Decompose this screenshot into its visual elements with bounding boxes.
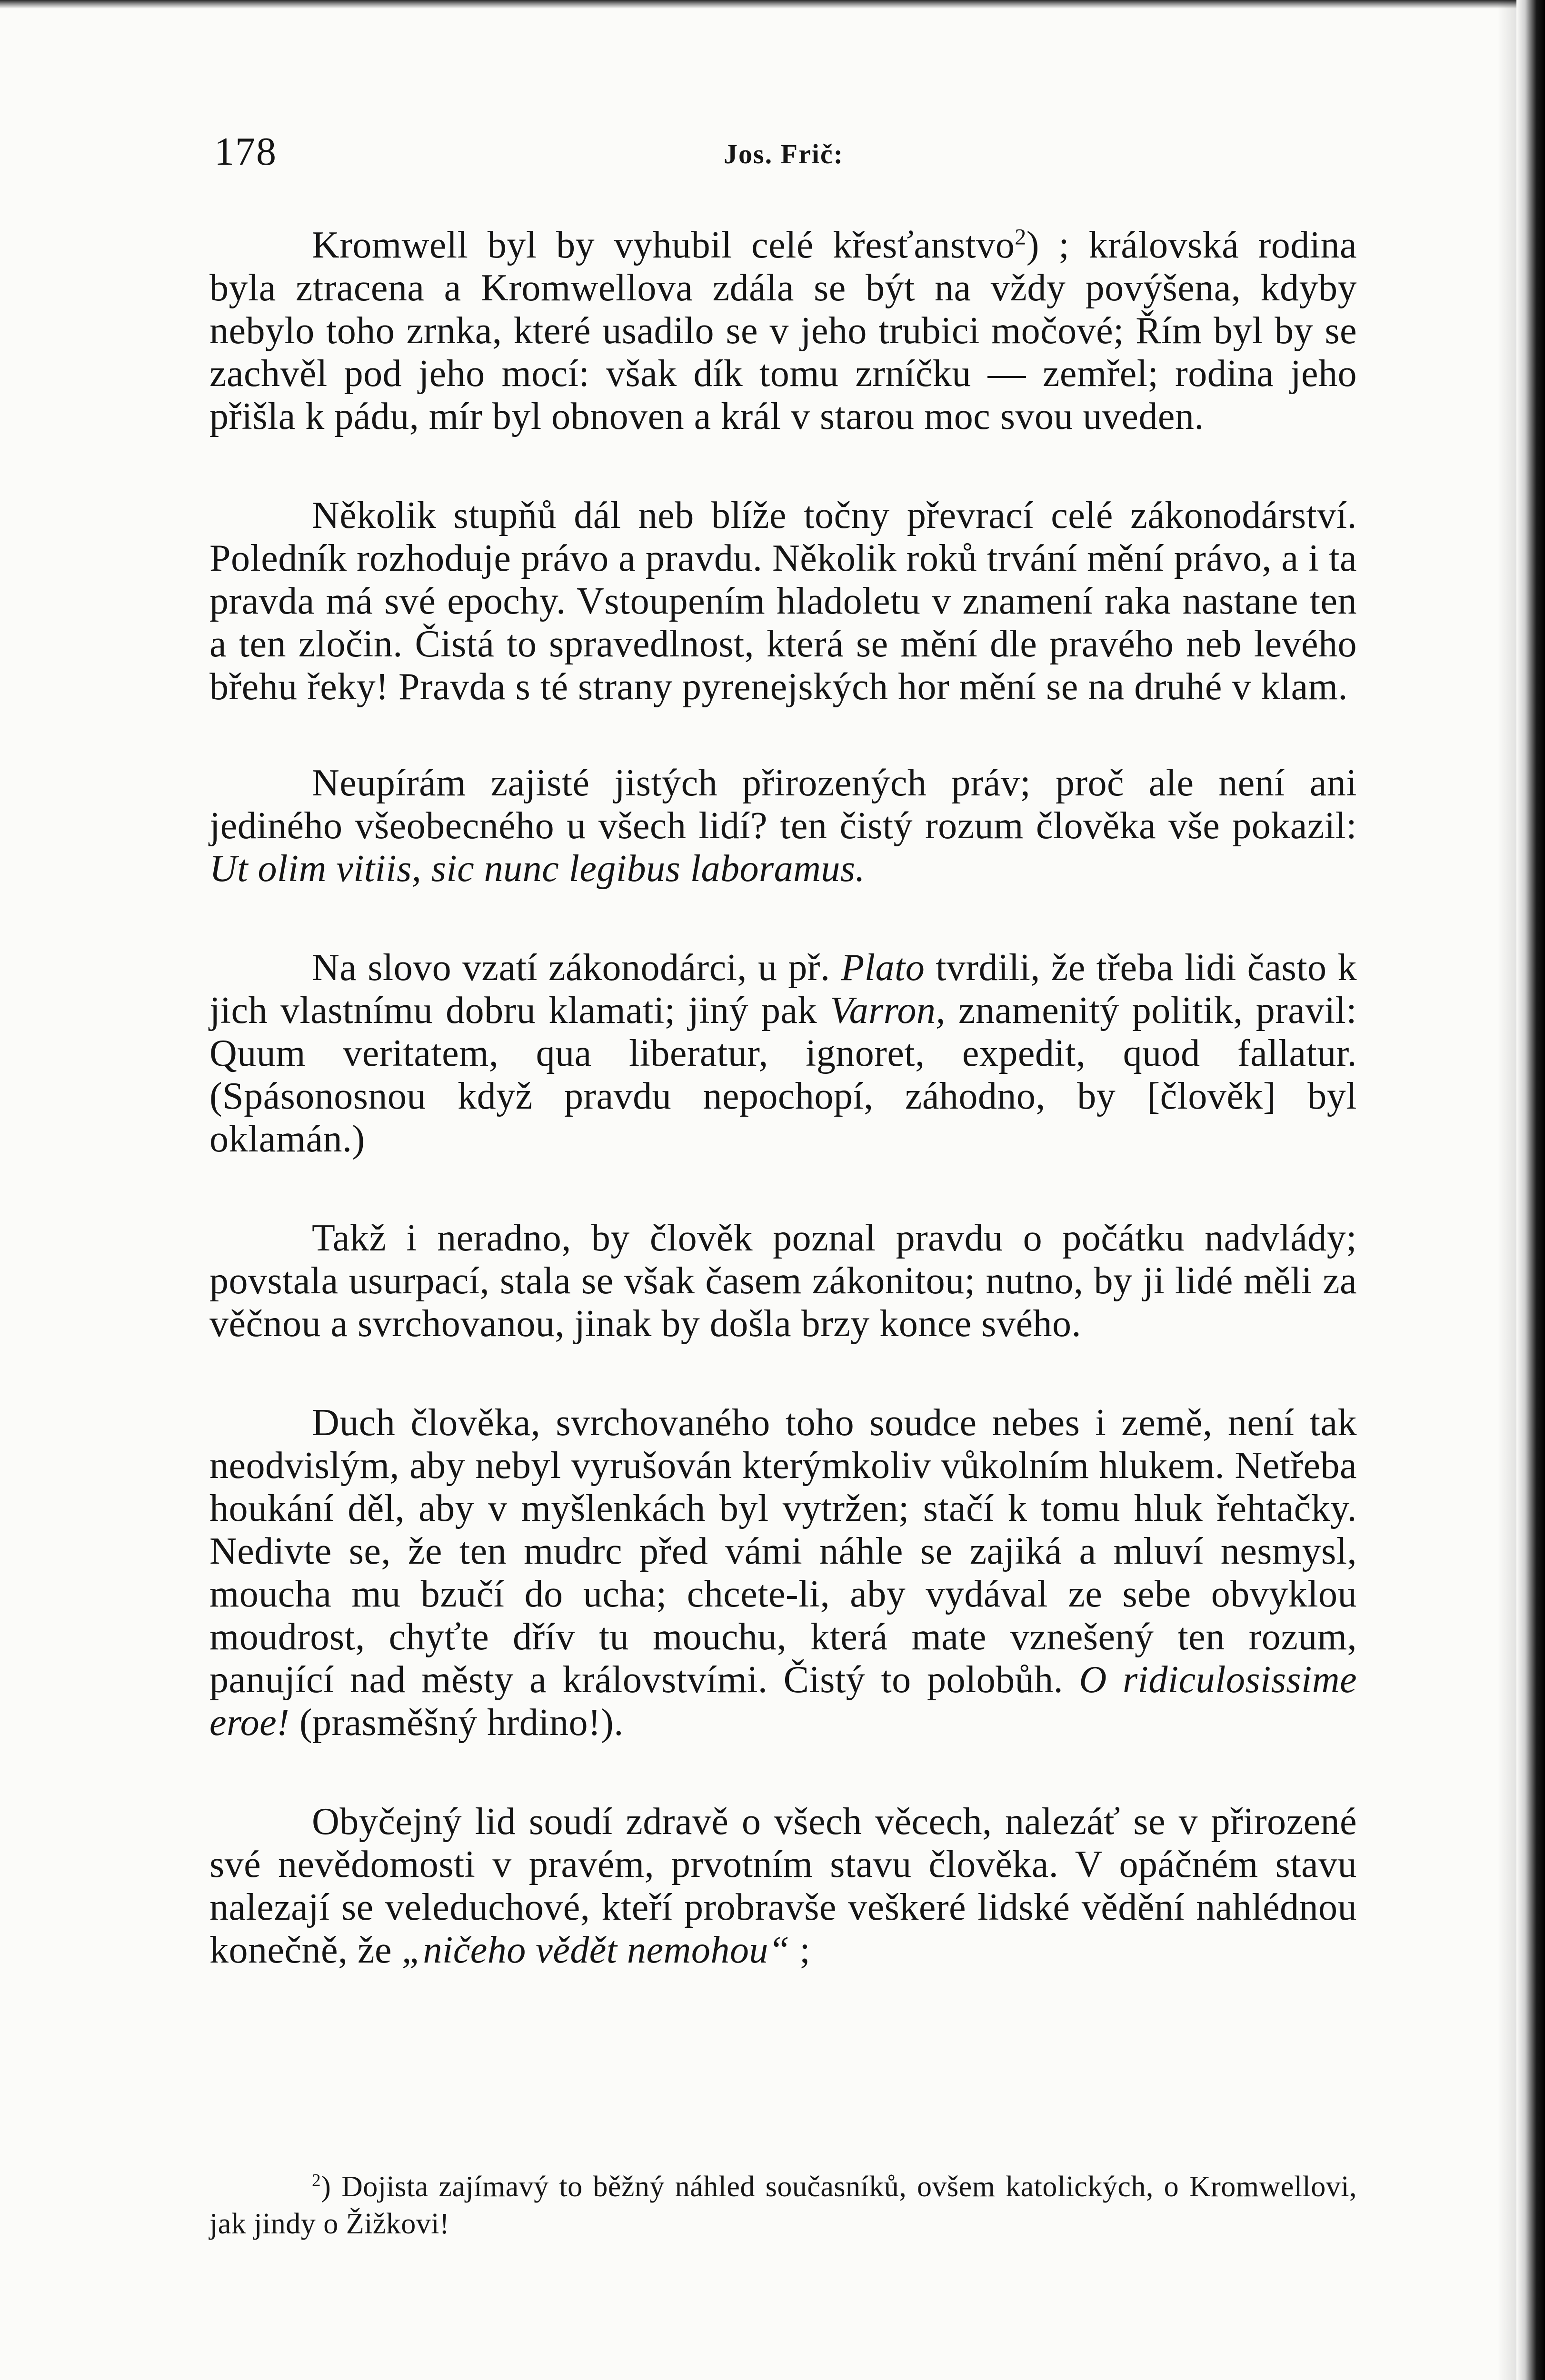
paragraph-text: (prasměšný hrdino!). — [289, 1702, 624, 1744]
paragraph-zakonodarstvi — [209, 494, 1357, 708]
paragraph-prirozena-prava — [209, 762, 1357, 890]
paragraph-text: Neupírám zajisté jistých přirozených práv; proč ale není ani jediného všeobecného u všech lidí? ten čistý rozum člověka vše pokazil: — [209, 762, 1357, 847]
scan-border-right — [1516, 0, 1545, 2380]
paragraph-text: Kromwell byl by vyhubil celé křesťanstvo — [312, 224, 1015, 266]
running-head: Jos. Frič: — [724, 139, 844, 169]
footnote-text: ) Dojista zajímavý to běžný náhled současníků, ovšem katolických, o Kromwellovi, jak jindy o Žižkovi! — [209, 2171, 1357, 2240]
footnote — [209, 2168, 1357, 2242]
paragraph-kromwell — [209, 224, 1357, 438]
page-number: 178 — [214, 129, 277, 174]
gutter-shadow — [1497, 0, 1516, 2380]
scan-border-top — [0, 0, 1545, 9]
paragraph-text: Takž i neradno, by člověk poznal pravdu o počátku nadvlády; povstala usurpací, stala se však časem zákonitou; nutno, by ji lidé měli za věčnou a svrchovanou, jinak by došla brzy konce svého. — [209, 1217, 1357, 1345]
paragraph-text: Duch člověka, svrchovaného toho soudce nebes i země, není tak neodvislým, aby nebyl vyrušován kterýmkoliv vůkolním hlukem. Netřeba houkání děl, aby v myšlenkách byl vytržen; stačí k tomu hluk řehtačky. Nedivte se, že ten mudrc před vámi náhle se zajiká a mluví nesmysl, moucha mu bzučí do ucha; chcete-li, aby vydával ze sebe obvyklou moudrost, chyťte dřív tu mouchu, která mate vznešený ten rozum, panující nad městy a královstvími. Čistý to polobůh. — [209, 1402, 1357, 1701]
body-text — [209, 224, 1357, 1972]
paragraph-text: Několik stupňů dál neb blíže točny převrací celé zákonodárství. Poledník rozhoduje právo a pravdu. Několik roků trvání mění právo, a i ta pravda má své epochy. Vstoupením hladoletu v znamení raka nastane ten a ten zločin. Čistá to spravedlnost, která se mění dle pravého neb levého břehu řeky! Pravda s té strany pyrenejských hor mění se na druhé v klam. — [209, 495, 1357, 708]
name-plato: Plato — [841, 947, 925, 989]
name-varron: Varron, — [830, 990, 946, 1031]
italian-quote: O ridiculosissime eroe! — [209, 1659, 1357, 1744]
paragraph-obycejny-lid — [209, 1800, 1357, 1972]
page-header — [214, 129, 1357, 181]
paragraph-text: ) ; královská rodina byla ztracena a Kromwellova zdála se být na vždy povýšena, kdyby nebylo toho zrnka, které usadilo se v jeho trubici močové; Řím byl by se zachvěl pod jeho mocí: však dík tomu zrníčku — zemřel; rodina jeho přišla k pádu, mír byl obnoven a král v starou moc svou uveden. — [209, 224, 1357, 437]
paragraph-text: Na slovo vzatí zákonodárci, u př. — [312, 947, 841, 989]
footnote-reference[interactable]: 2 — [1015, 224, 1027, 250]
paragraph-text: ; — [789, 1929, 811, 1971]
paragraph-text: Obyčejný lid soudí zdravě o všech věcech, nalezáť se v přirozené své nevědomosti v pravém, prvotním stavu člověka. V opáčném stavu nalezají se veleduchové, kteří probravše veškeré lidské vědění nahlédnou konečně, že — [209, 1801, 1357, 1971]
paragraph-duch-cloveka — [209, 1401, 1357, 1744]
paragraph-text: znamenitý politik, pravil: Quum veritatem, qua liberatur, ignoret, expedit, quod fallatur. (Spásonosnou když pravdu nepochopí, záhodno, by [člověk] byl oklamán.) — [209, 990, 1357, 1160]
footnote-marker: 2 — [312, 2171, 321, 2191]
paragraph-zakonodarci — [209, 946, 1357, 1160]
paragraph-text: tvrdili, že třeba lidi často k jich vlastnímu dobru klamati; jiný pak — [209, 947, 1357, 1031]
quoted-phrase: „ničeho vědět nemohou“ — [401, 1929, 790, 1971]
paragraph-nadvlada — [209, 1217, 1357, 1345]
latin-quote: Ut olim vitiis, sic nunc legibus laboramus. — [209, 848, 866, 890]
